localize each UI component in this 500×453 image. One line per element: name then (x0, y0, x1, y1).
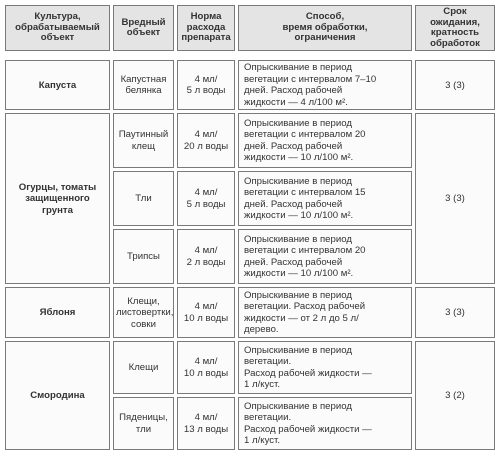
term-cell: 3 (3) (415, 113, 495, 284)
norm-cell: 4 мл/ 10 л воды (177, 287, 235, 338)
method-cell: Опрыскивание в период вегетации с интервалом 7–10 дней. Расход рабочей жидкости — 4 л/100 м². (238, 60, 412, 110)
term-cell: 3 (3) (415, 287, 495, 338)
culture-cell: Капуста (5, 60, 110, 110)
table-row (5, 113, 495, 168)
norm-cell: 4 мл/ 20 л воды (177, 113, 235, 168)
header-row (5, 5, 495, 51)
header-method: Способ, время обработки, ограничения (238, 5, 412, 51)
header-culture: Культура, обрабатываемый объект (5, 5, 110, 51)
method-cell: Опрыскивание в период вегетации с интервалом 20 дней. Расход рабочей жидкости — 10 л/100 м². (238, 229, 412, 284)
table-row (5, 60, 495, 110)
norm-cell: 4 мл/ 5 л воды (177, 171, 235, 226)
header-pest: Вредный объект (113, 5, 174, 51)
table-row (5, 287, 495, 338)
method-cell: Опрыскивание в период вегетации. Расход рабочей жидкости — от 2 л до 5 л/ дерево. (238, 287, 412, 338)
table-row (5, 341, 495, 394)
norm-cell: 4 мл/ 2 л воды (177, 229, 235, 284)
pest-cell: Клещи (113, 341, 174, 394)
norm-cell: 4 мл/ 10 л воды (177, 341, 235, 394)
pest-cell: Трипсы (113, 229, 174, 284)
culture-cell: Яблоня (5, 287, 110, 338)
culture-cell: Огурцы, томаты защищенного грунта (5, 113, 110, 284)
method-cell: Опрыскивание в период вегетации. Расход рабочей жидкости — 1 л/куст. (238, 397, 412, 450)
culture-cell: Смородина (5, 341, 110, 450)
pest-cell: Капустная белянка (113, 60, 174, 110)
header-norm: Норма расхода препарата (177, 5, 235, 51)
term-cell: 3 (3) (415, 60, 495, 110)
pesticide-table (2, 2, 498, 453)
pest-cell: Клещи, листовертки, совки (113, 287, 174, 338)
method-cell: Опрыскивание в период вегетации. Расход рабочей жидкости — 1 л/куст. (238, 341, 412, 394)
pest-cell: Тли (113, 171, 174, 226)
method-cell: Опрыскивание в период вегетации с интервалом 20 дней. Расход рабочей жидкости — 10 л/100 м². (238, 113, 412, 168)
header-term: Срок ожидания, кратность обработок (415, 5, 495, 51)
spacer-row (5, 54, 495, 57)
term-cell: 3 (2) (415, 341, 495, 450)
method-cell: Опрыскивание в период вегетации с интервалом 15 дней. Расход рабочей жидкости — 10 л/100 м². (238, 171, 412, 226)
norm-cell: 4 мл/ 5 л воды (177, 60, 235, 110)
pest-cell: Паутинный клещ (113, 113, 174, 168)
norm-cell: 4 мл/ 13 л воды (177, 397, 235, 450)
pest-cell: Пяденицы, тли (113, 397, 174, 450)
spacer-cell (5, 54, 495, 57)
